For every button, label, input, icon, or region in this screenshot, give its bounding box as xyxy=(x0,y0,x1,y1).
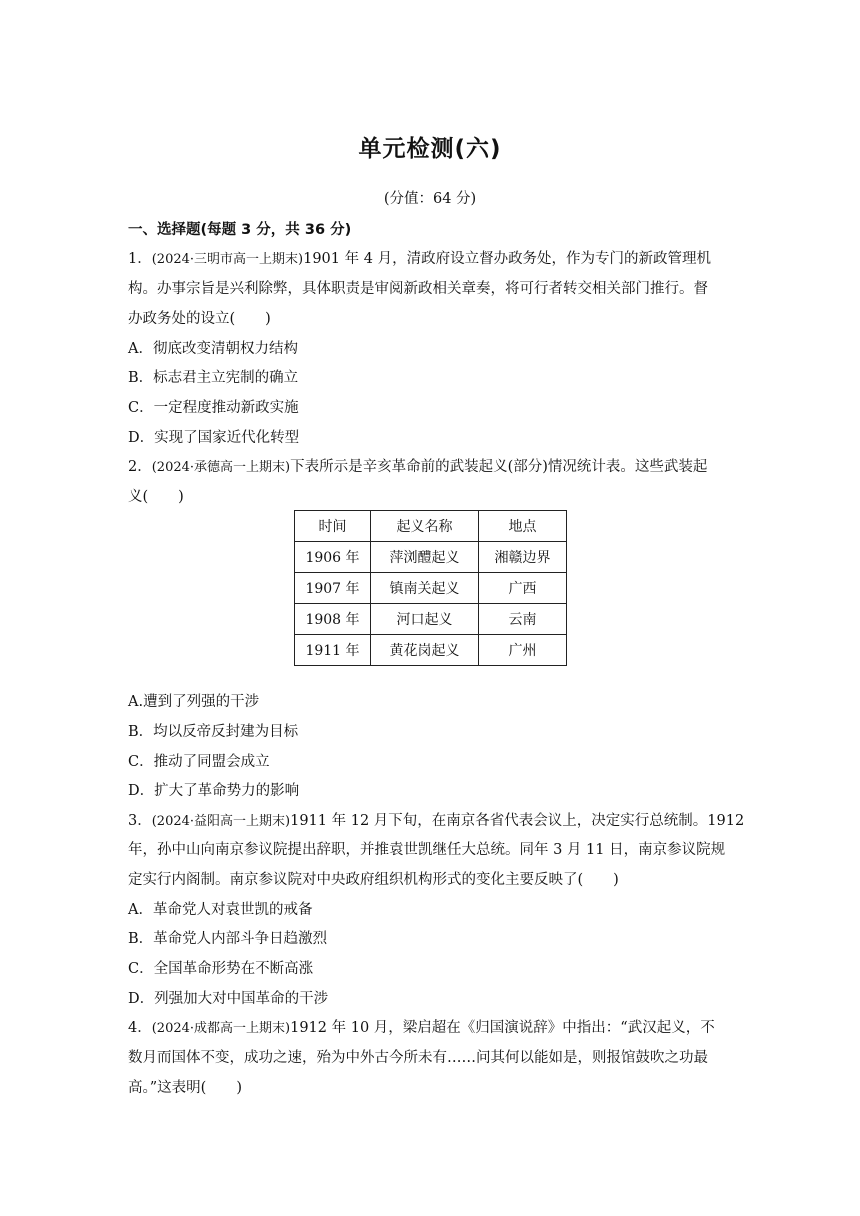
table-cell: 1908 年 xyxy=(295,604,371,635)
question-1-option-c: C．一定程度推动新政实施 xyxy=(128,400,299,416)
table-row xyxy=(295,604,567,635)
question-3-line-2: 年，孙中山向南京参议院提出辞职，并推袁世凯继任大总统。同年 3 月 11 日，南京参议院规 xyxy=(128,842,726,858)
question-2-source: (2024·承德高一上期末) xyxy=(151,460,291,475)
question-2-line-1: 2．(2024·承德高一上期末)下表所示是辛亥革命前的武装起义(部分)情况统计表。这些武装起 xyxy=(128,459,708,475)
question-2-option-d: D．扩大了革命势力的影响 xyxy=(128,783,300,799)
question-3-line-3: 定实行内阁制。南京参议院对中央政府组织机构形式的变化主要反映了( ) xyxy=(128,872,619,888)
question-3-option-d: D．列强加大对中国革命的干涉 xyxy=(128,991,329,1007)
table-cell: 黄花岗起义 xyxy=(371,635,479,666)
question-3-option-b: B．革命党人内部斗争日趋激烈 xyxy=(128,931,328,947)
section-heading: 一、选择题(每题 3 分，共 36 分) xyxy=(128,222,352,238)
table-row xyxy=(295,635,567,666)
uprisings-table xyxy=(294,510,567,666)
table-cell: 1906 年 xyxy=(295,542,371,573)
table-header-cell: 起义名称 xyxy=(371,511,479,542)
question-1-line-2: 构。办事宗旨是兴利除弊，具体职责是审阅新政相关章奏，将可行者转交相关部门推行。督 xyxy=(128,281,708,297)
page-title: 单元检测(六) xyxy=(358,136,502,162)
question-1-option-b: B．标志君主立宪制的确立 xyxy=(128,370,299,386)
score-note: (分值：64 分) xyxy=(383,191,477,207)
table-cell: 广州 xyxy=(479,635,567,666)
question-4-source: (2024·成都高一上期末) xyxy=(151,1021,291,1036)
question-3-option-c: C．全国革命形势在不断高涨 xyxy=(128,961,314,977)
table-cell: 河口起义 xyxy=(371,604,479,635)
question-2-option-b: B．均以反帝反封建为目标 xyxy=(128,724,299,740)
question-3-source: (2024·益阳高一上期末) xyxy=(151,814,291,829)
table-header-row xyxy=(295,511,567,542)
question-1-source: (2024·三明市高一上期末) xyxy=(151,252,304,267)
question-2-line-2: 义( ) xyxy=(128,489,184,505)
question-4-line-2: 数月而国体不变，成功之速，殆为中外古今所未有……问其何以能如是，则报馆鼓吹之功最 xyxy=(128,1050,708,1066)
table-row xyxy=(295,573,567,604)
table-cell: 镇南关起义 xyxy=(371,573,479,604)
table-header-cell: 时间 xyxy=(295,511,371,542)
table-cell: 萍浏醴起义 xyxy=(371,542,479,573)
table-cell: 1911 年 xyxy=(295,635,371,666)
table-cell: 广西 xyxy=(479,573,567,604)
question-3-line-1: 3．(2024·益阳高一上期末)1911 年 12 月下旬，在南京各省代表会议上，决定实行总统制。1912 xyxy=(128,813,745,829)
question-1-line-1: 1．(2024·三明市高一上期末)1901 年 4 月，清政府设立督办政务处，作为专门的新政管理机 xyxy=(128,251,712,267)
question-1-option-a: A．彻底改变清朝权力结构 xyxy=(128,341,298,357)
question-2-option-c: C．推动了同盟会成立 xyxy=(128,754,270,770)
table-cell: 云南 xyxy=(479,604,567,635)
question-4-line-1: 4．(2024·成都高一上期末)1912 年 10 月，梁启超在《归国演说辞》中指出：“武汉起义，不 xyxy=(128,1020,715,1036)
question-1-line-3: 办政务处的设立( ) xyxy=(128,311,271,327)
table-cell: 1907 年 xyxy=(295,573,371,604)
question-3-option-a: A．革命党人对袁世凯的戒备 xyxy=(128,902,313,918)
question-4-line-3: 高。”这表明( ) xyxy=(128,1080,242,1096)
question-1-option-d: D．实现了国家近代化转型 xyxy=(128,430,300,446)
table-row xyxy=(295,542,567,573)
question-2-option-a: A.遭到了列强的干涉 xyxy=(128,694,260,710)
table-cell: 湘赣边界 xyxy=(479,542,567,573)
table-header-cell: 地点 xyxy=(479,511,567,542)
